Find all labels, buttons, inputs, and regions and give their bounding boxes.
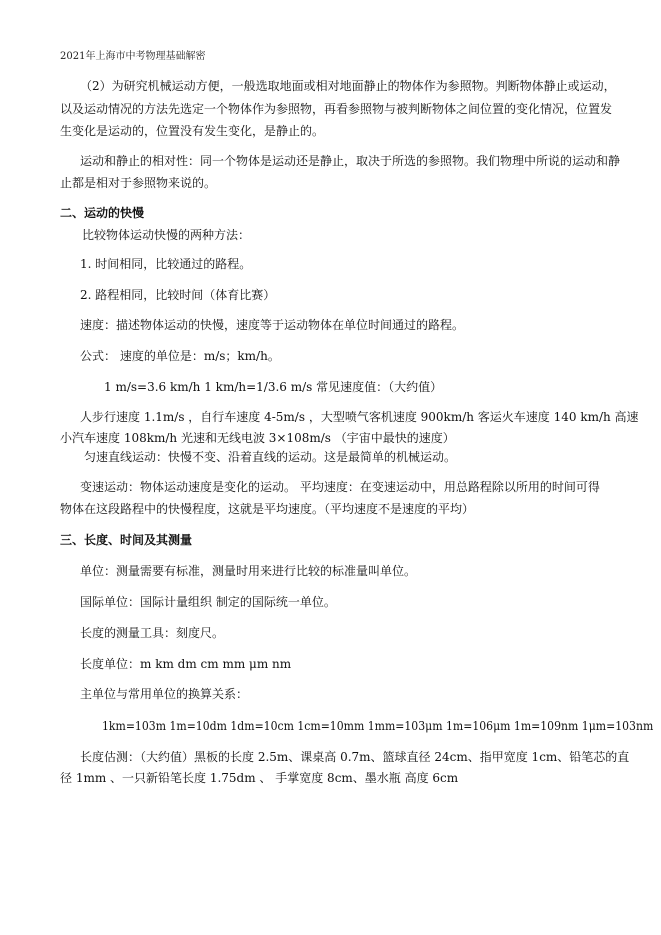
formula-line: 公式： 速度的单位是：m/s；km/h。 [80, 349, 280, 363]
definition-line: 速度：描述物体运动的快慢，速度等于运动物体在单位时间通过的路程。 [80, 318, 465, 332]
section-heading: 三、长度、时间及其测量 [60, 533, 193, 547]
paragraph-line: 物体在这段路程中的快慢程度，这就是平均速度。（平均速度不是速度的平均） [60, 502, 475, 516]
paragraph-line: 止都是相对于参照物来说的。 [60, 176, 217, 190]
paragraph-line: 径 1mm 、一只新铅笔长度 1.75dm 、 手掌宽度 8cm、墨水瓶 高度 6cm [60, 771, 459, 785]
paragraph-line: 主单位与常用单位的换算关系： [80, 687, 249, 701]
paragraph-line: 长度估测：（大约值）黑板的长度 2.5m、课桌高 0.7m、篮球直径 24cm、指甲宽度 1cm、铅笔芯的直 [80, 750, 630, 764]
paragraph-line: 变速运动：物体运动速度是变化的运动。 平均速度：在变速运动中，用总路程除以所用的时间可得 [80, 480, 600, 494]
paragraph-line: 人步行速度 1.1m/s ，自行车速度 4-5m/s ，大型喷气客机速度 900km/h 客运火车速度 140 km/h 高速 [80, 410, 639, 424]
paragraph-line: 匀速直线运动：快慢不变、沿着直线的运动。这是最简单的机械运动。 [84, 450, 457, 464]
paragraph-line: 国际单位：国际计量组织 制定的国际统一单位。 [80, 595, 336, 609]
list-item: 2. 路程相同，比较时间（体育比赛） [80, 288, 276, 302]
paragraph-line: 长度单位：m km dm cm mm μm nm [80, 657, 292, 671]
paragraph-line: 长度的测量工具：刻度尺。 [80, 626, 225, 640]
paragraph-line: 比较物体运动快慢的两种方法： [82, 228, 251, 242]
paragraph-line: 以及运动情况的方法先选定一个物体作为参照物，再看参照物与被判断物体之间位置的变化情况，位置发 [60, 102, 613, 116]
conversion-line: 1 m/s=3.6 km/h 1 km/h=1/3.6 m/s 常见速度值：（大约值） [104, 380, 443, 394]
list-item: 1. 时间相同，比较通过的路程。 [80, 257, 252, 271]
conversion-line: 1km=103m 1m=10dm 1dm=10cm 1cm=10mm 1mm=103μm 1m=106μm 1m=109nm 1μm=103nm [102, 719, 654, 733]
running-header: 2021年上海市中考物理基础解密 [60, 51, 206, 62]
paragraph-line: 小汽车速度 108km/h 光速和无线电波 3×108m/s （宇宙中最快的速度） [60, 431, 455, 445]
section-heading: 二、运动的快慢 [60, 206, 145, 220]
paragraph-line: 运动和静止的相对性：同一个物体是运动还是静止，取决于所选的参照物。我们物理中所说的运动和静 [80, 154, 621, 168]
paragraph-line: 单位：测量需要有标准，测量时用来进行比较的标准量叫单位。 [80, 564, 417, 578]
paragraph-line: （2）为研究机械运动方便，一般选取地面或相对地面静止的物体作为参照物。判断物体静止或运动， [80, 79, 616, 93]
paragraph-line: 生变化是运动的，位置没有发生变化，是静止的。 [60, 124, 325, 138]
